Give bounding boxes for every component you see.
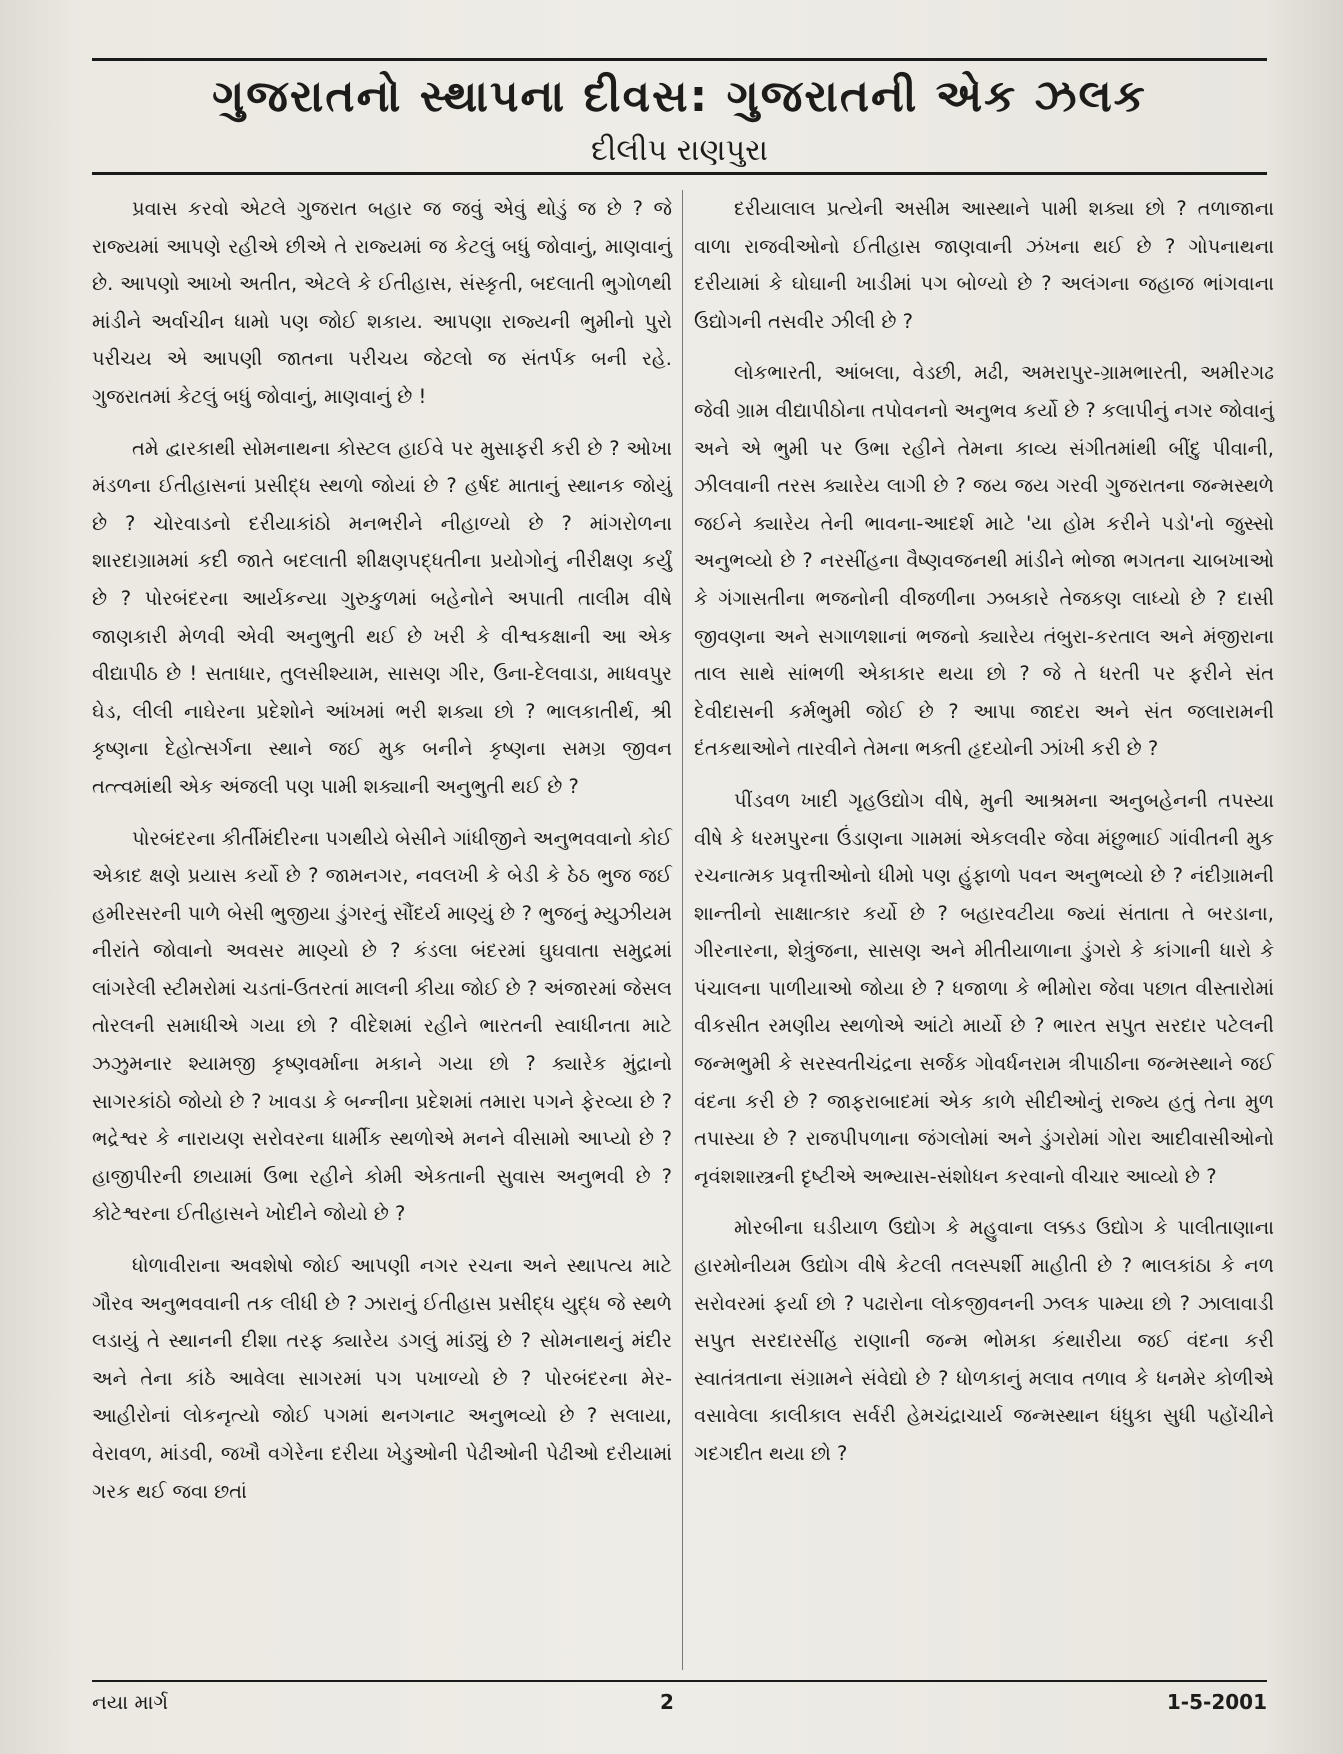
column-divider	[682, 190, 683, 1670]
paragraph: દરીયાલાલ પ્રત્યેની અસીમ આસ્થાને પામી શક્યા છો ? તળાજાના વાળા રાજવીઓનો ઈતીહાસ જાણવાની ઝંખના થઈ છે ? ગોપનાથના દરીયામાં કે ઘોઘાની ખાડીમાં પગ બોળ્યો છે ? અલંગના જહાજ ભાંગવાના ઉદ્યોગની તસવીર ઝીલી છે ?	[694, 197, 1274, 333]
title-rule	[92, 172, 1267, 175]
page-number: 2	[660, 1690, 674, 1714]
top-rule	[92, 58, 1267, 61]
paragraph: પોરબંદરના કીર્તીમંદીરના પગથીયે બેસીને ગાંધીજીને અનુભવવાનો કોઈ એકાદ ક્ષણે પ્રયાસ કર્યો છે ? જામનગર, નવલખી કે બેડી કે ઠેઠ ભુજ જઈ હમીરસરની પાળે બેસી ભુજીયા ડુંગરનું સૌંદર્ય માણ્યું છે ? ભુજનું મ્યુઝીયમ નીરાંતે જોવાનો અવસર માણ્યો છે ? કંડલા બંદરમાં ઘુઘવાતા સમુદ્રમાં લાંગરેલી સ્ટીમરોમાં ચડતાં-ઉતરતાં માલની કીયા જોઈ છે ? અંજારમાં જેસલ તોરલની સમાધીએ ગયા છો ? વીદેશમાં રહીને ભારતની સ્વાધીનતા માટે ઝઝુમનાર શ્યામજી કૃષ્ણવર્માના મકાને ગયા છો ? ક્યારેક મુંદ્રાનો સાગરકાંઠો જોયો છે ? ખાવડા કે બન્નીના પ્રદેશમાં તમારા પગને ફેરવ્યા છે ? ભદ્રેશ્વર કે નારાયણ સરોવરના ધાર્મીક સ્થળોએ મનને વીસામો આપ્યો છે ? હાજીપીરની છાયામાં ઉભા રહીને કોમી એકતાની સુવાસ અનુભવી છે ? કોટેશ્વરના ઈતીહાસને ખોદીને જોયો છે ?	[92, 826, 672, 1226]
paragraph: પ્રવાસ કરવો એટલે ગુજરાત બહાર જ જવું એવું થોડું જ છે ? જે રાજ્યમાં આપણે રહીએ છીએ તે રાજ્યમાં જ કેટલું બધું જોવાનું, માણવાનું છે. આપણો આખો અતીત, એટલે કે ઈતીહાસ, સંસ્કૃતી, બદલાતી ભુગોળથી માંડીને અર્વાચીન ધામો પણ જોઈ શકાય. આપણા રાજ્યની ભુમીનો પુરો પરીચય એ આપણી જાતના પરીચય જેટલો જ સંતર્પક બની રહે. ગુજરાતમાં કેટલું બધું જોવાનું, માણવાનું છે !	[92, 197, 672, 408]
left-column	[92, 190, 672, 1670]
right-column	[694, 190, 1274, 1670]
paragraph: ધોળાવીરાના અવશેષો જોઈ આપણી નગર રચના અને સ્થાપત્ય માટે ગૌરવ અનુભવવાની તક લીધી છે ? ઝારાનું ઈતીહાસ પ્રસીદ્ધ યુદ્ધ જે સ્થળે લડાયું તે સ્થાનની દીશા તરફ ક્યારેય ડગલું માંડ્યું છે ? સોમનાથનું મંદીર અને તેના કાંઠે આવેલા સાગરમાં પગ પખાળ્યો છે ? પોરબંદરના મેર-આહીરોનાં લોકનૃત્યો જોઈ પગમાં થનગનાટ અનુભવ્યો છે ? સલાયા, વેરાવળ, માંડવી, જખૌ વગેરેના દરીયા ખેડુઓની પેઢીઓની પેઢીઓ દરીયામાં ગરક થઈ જવા છતાં	[92, 1254, 672, 1503]
paragraph: તમે દ્વારકાથી સોમનાથના કોસ્ટલ હાઈવે પર મુસાફરી કરી છે ? ઓખા મંડળના ઈતીહાસનાં પ્રસીદ્ધ સ્થળો જોયાં છે ? હર્ષદ માતાનું સ્થાનક જોયું છે ? ચોરવાડનો દરીયાકાંઠો મનભરીને નીહાળ્યો છે ? માંગરોળના શારદાગ્રામમાં કદી જાતે બદલાતી શીક્ષણપદ્ધતીના પ્રયોગોનું નીરીક્ષણ કર્યું છે ? પોરબંદરના આર્યકન્યા ગુરુકુળમાં બહેનોને અપાતી તાલીમ વીષે જાણકારી મેળવી એવી અનુભુતી થઈ છે ખરી કે વીશ્વકક્ષાની આ એક વીદ્યાપીઠ છે ! સતાધાર, તુલસીશ્યામ, સાસણ ગીર, ઉના-દેલવાડા, માધવપુર ઘેડ, લીલી નાઘેરના પ્રદેશોને આંખમાં ભરી શક્યા છો ? ભાલકાતીર્થ, શ્રી કૃષ્ણના દેહોત્સર્ગના સ્થાને જઈ મુક બનીને કૃષ્ણના સમગ્ર જીવન તત્ત્વમાંથી એક અંજલી પણ પામી શક્યાની અનુભુતી થઈ છે ?	[92, 436, 672, 798]
publication-name: નયા માર્ગ	[92, 1690, 169, 1714]
article-title: ગુજરાતનો સ્થાપના દીવસ: ગુજરાતની એક ઝલક	[212, 71, 1147, 122]
paragraph: પીંડવળ ખાદી ગૃહઉદ્યોગ વીષે, મુની આશ્રમના અનુબહેનની તપસ્યા વીષે કે ધરમપુરના ઉંડાણના ગામમાં એકલવીર જેવા મંછુભાઈ ગાંવીતની મુક રચનાત્મક પ્રવૃત્તીઓનો ધીમો પણ હુંફાળો પવન અનુભવ્યો છે ? નંદીગ્રામની શાન્તીનો સાક્ષાત્કાર કર્યો છે ? બહારવટીયા જ્યાં સંતાતા તે બરડાના, ગીરનારના, શેત્રુંજના, સાસણ અને મીતીયાળાના ડુંગરો કે કાંગાની ધારો કે પંચાલના પાળીયાઓ જોયા છે ? ધજાળા કે ભીમોરા જેવા પછાત વીસ્તારોમાં વીકસીત રમણીય સ્થળોએ આંટો માર્યો છે ? ભારત સપુત સરદાર પટેલની જન્મભુમી કે સરસ્વતીચંદ્રના સર્જક ગોવર્ધનરામ ત્રીપાઠીના જન્મસ્થાને જઈ વંદના કરી છે ? જાફરાબાદમાં એક કાળે સીદીઓનું રાજ્ય હતું તેના મુળ તપાસ્યા છે ? રાજપીપળાના જંગલોમાં અને ડુંગરોમાં ગોરા આદીવાસીઓનો નૃવંશશાસ્ત્રની દૃષ્ટીએ અભ્યાસ-સંશોધન કરવાનો વીચાર આવ્યો છે ?	[694, 788, 1274, 1188]
author-byline: દીલીપ રાણપુરા	[591, 133, 768, 168]
footer-rule	[92, 1680, 1267, 1682]
paragraph: લોકભારતી, આંબલા, વેડછી, મઢી, અમરાપુર-ગ્રામભારતી, અમીરગઢ જેવી ગ્રામ વીદ્યાપીઠોના તપોવનનો અનુભવ કર્યો છે ? કલાપીનું નગર જોવાનું અને એ ભુમી પર ઉભા રહીને તેમના કાવ્ય સંગીતમાંથી બીંદુ પીવાની, ઝીલવાની તરસ ક્યારેય લાગી છે ? જય જય ગરવી ગુજરાતના જન્મસ્થળે જઈને ક્યારેય તેની ભાવના-આદર્શ માટે 'યા હોમ કરીને પડો'નો જુસ્સો અનુભવ્યો છે ? નરસીંહના વૈષ્ણવજનથી માંડીને ભોજા ભગતના ચાબખાઓ કે ગંગાસતીના ભજનોની વીજળીના ઝબકારે તેજકણ લાધ્યો છે ? દાસી જીવણના અને સગાળશાનાં ભજનો ક્યારેય તંબુરા-કરતાલ અને મંજીરાના તાલ સાથે સાંભળી એકાકાર થયા છો ? જે તે ધરતી પર ફરીને સંત દેવીદાસની કર્મભુમી જોઈ છે ? આપા જાદરા અને સંત જલારામની દંતકથાઓને તારવીને તેમના ભક્તી હૃદયોની ઝાંખી કરી છે ?	[694, 361, 1274, 761]
paragraph: મોરબીના ઘડીયાળ ઉદ્યોગ કે મહુવાના લક્કડ ઉદ્યોગ કે પાલીતાણાના હારમોનીયમ ઉદ્યોગ વીષે કેટલી તલસ્પર્શી માહીતી છે ? ભાલકાંઠા કે નળ સરોવરમાં ફર્યા છો ? પઢારોના લોકજીવનની ઝલક પામ્યા છો ? ઝાલાવાડી સપુત સરદારસીંહ રાણાની જન્મ ભોમકા કંથારીયા જઈ વંદના કરી સ્વાતંત્રતાના સંગ્રામને સંવેદ્યો છે ? ધોળકાનું મલાવ તળાવ કે ધનમેર કોળીએ વસાવેલા કાલીકાલ સર્વરી હેમચંદ્રાચાર્ય જન્મસ્થાન ધંધુકા સુધી પહોંચીને ગદગદીત થયા છો ?	[694, 1216, 1274, 1465]
issue-date: 1-5-2001	[1166, 1690, 1267, 1714]
